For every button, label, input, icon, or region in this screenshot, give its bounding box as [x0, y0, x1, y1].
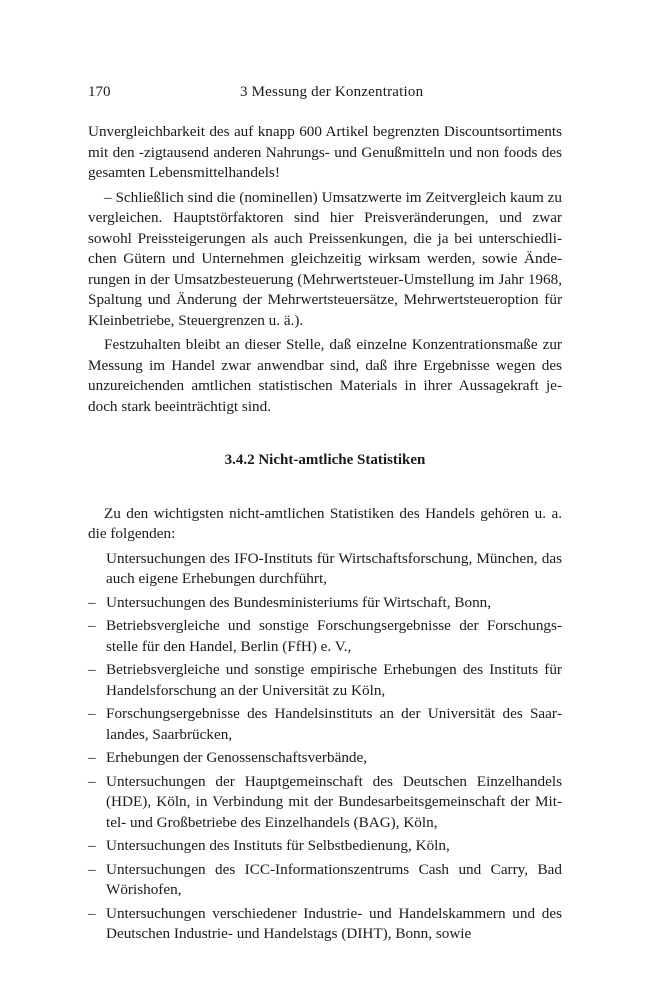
list-intro: Zu den wichtigsten nicht-amtlichen Statistiken des Handels gehören u. a. die folgenden: — [88, 504, 562, 542]
list-item — [88, 860, 562, 901]
list-item — [88, 549, 562, 590]
list-item-text: Betriebsvergleiche und sonstige empirische Erhebungen des Instituts für Handelsforschung an der Universität zu Köln, — [106, 661, 562, 699]
dash-marker: – — [88, 860, 96, 878]
page-body — [88, 122, 562, 948]
paragraph-conclusion: Festzuhalten bleibt an dieser Stelle, daß einzelne Konzentrationsmaße zur Messung im Handel zwar anwendbar sind, daß ihre Ergebnisse wegen des unzureichenden amtlichen statistischen Materials in ihrer Aussagekraft jedoch stark beeinträchtigt sind. — [88, 336, 562, 415]
list-item — [88, 704, 562, 745]
list-item-text: Untersuchungen des IFO-Instituts für Wirtschaftsforschung, München, das auch eigene Erhebungen durchführt, — [106, 549, 562, 587]
running-title: 3 Messung der Konzentration — [240, 84, 424, 100]
list-item-text: Erhebungen der Genossenschaftsverbände, — [106, 749, 368, 766]
section-heading: 3.4.2 Nicht-amtliche Statistiken — [224, 452, 426, 468]
list-item — [88, 593, 562, 614]
dash-marker: – — [88, 661, 96, 678]
list-item-text: Untersuchungen der Hauptgemeinschaft des Deutschen Einzelhandels (HDE), Köln, in Verbindung mit der Bundesarbeitsgemeinschaft der Mittel- und Großbetriebe des Einzelhandels (BAG), Köln, — [106, 772, 562, 831]
list-item-text: Forschungsergebnisse des Handelsinstituts an der Universität des Saarlandes, Saarbrücken, — [106, 705, 562, 743]
paragraph-continued: Unvergleichbarkeit des auf knapp 600 Artikel begrenzten Discountsortiments mit den -zigtausend anderen Nahrungs- und Genußmitteln und non foods des gesamten Lebensmittelhandels! — [88, 123, 562, 181]
list-item — [88, 772, 562, 834]
list-item — [88, 660, 562, 701]
paragraph-list-continued: – Schließlich sind die (nominellen) Umsatzwerte im Zeitvergleich kaum zu vergleichen. Hauptstörfaktoren sind hier Preisveränderungen, und zwar sowohl Preissteigerungen als auch Preissenkungen, die ja bei unterschiedlichen Gütern und Unternehmen gleichzeitig wirksam werden, sowie Änderungen in der Umsatzbesteuerung (Mehrwertsteuer-Umstellung im Jahr 1968, Spaltung und Änderung der Mehrwertsteuersätze, Mehrwertsteueroption für Kleinbetriebe, Steuergrenzen u. ä.). — [88, 188, 562, 329]
dash-marker: – — [88, 837, 96, 854]
list-item-text: Untersuchungen des Instituts für Selbstbedienung, Köln, — [106, 837, 450, 854]
dash-marker: – — [88, 904, 96, 922]
list-item — [88, 904, 562, 945]
list-item — [88, 748, 562, 769]
dash-marker: – — [88, 749, 96, 766]
list-item-text: Untersuchungen des Bundesministeriums für Wirtschaft, Bonn, — [106, 593, 492, 611]
dash-marker: – — [88, 772, 96, 790]
list-item-text: Untersuchungen verschiedener Industrie- und Handelskammern und des Deutschen Industrie- und Handelstags (DIHT), Bonn, sowie — [106, 904, 562, 942]
dash-marker: – — [88, 593, 96, 611]
list-item-text: Untersuchungen des ICC-Informationszentrums Cash und Carry, Bad Wörishofen, — [106, 860, 562, 898]
list-item-text: Betriebsvergleiche und sonstige Forschungsergebnisse der Forschungsstelle für den Handel, Berlin (FfH) e. V., — [106, 617, 562, 655]
statistics-list — [88, 549, 562, 945]
dash-marker: – — [88, 705, 96, 722]
list-item — [88, 616, 562, 657]
list-item — [88, 836, 562, 857]
page-header — [88, 84, 562, 106]
page-number: 170 — [88, 84, 111, 100]
dash-marker: – — [88, 617, 96, 634]
